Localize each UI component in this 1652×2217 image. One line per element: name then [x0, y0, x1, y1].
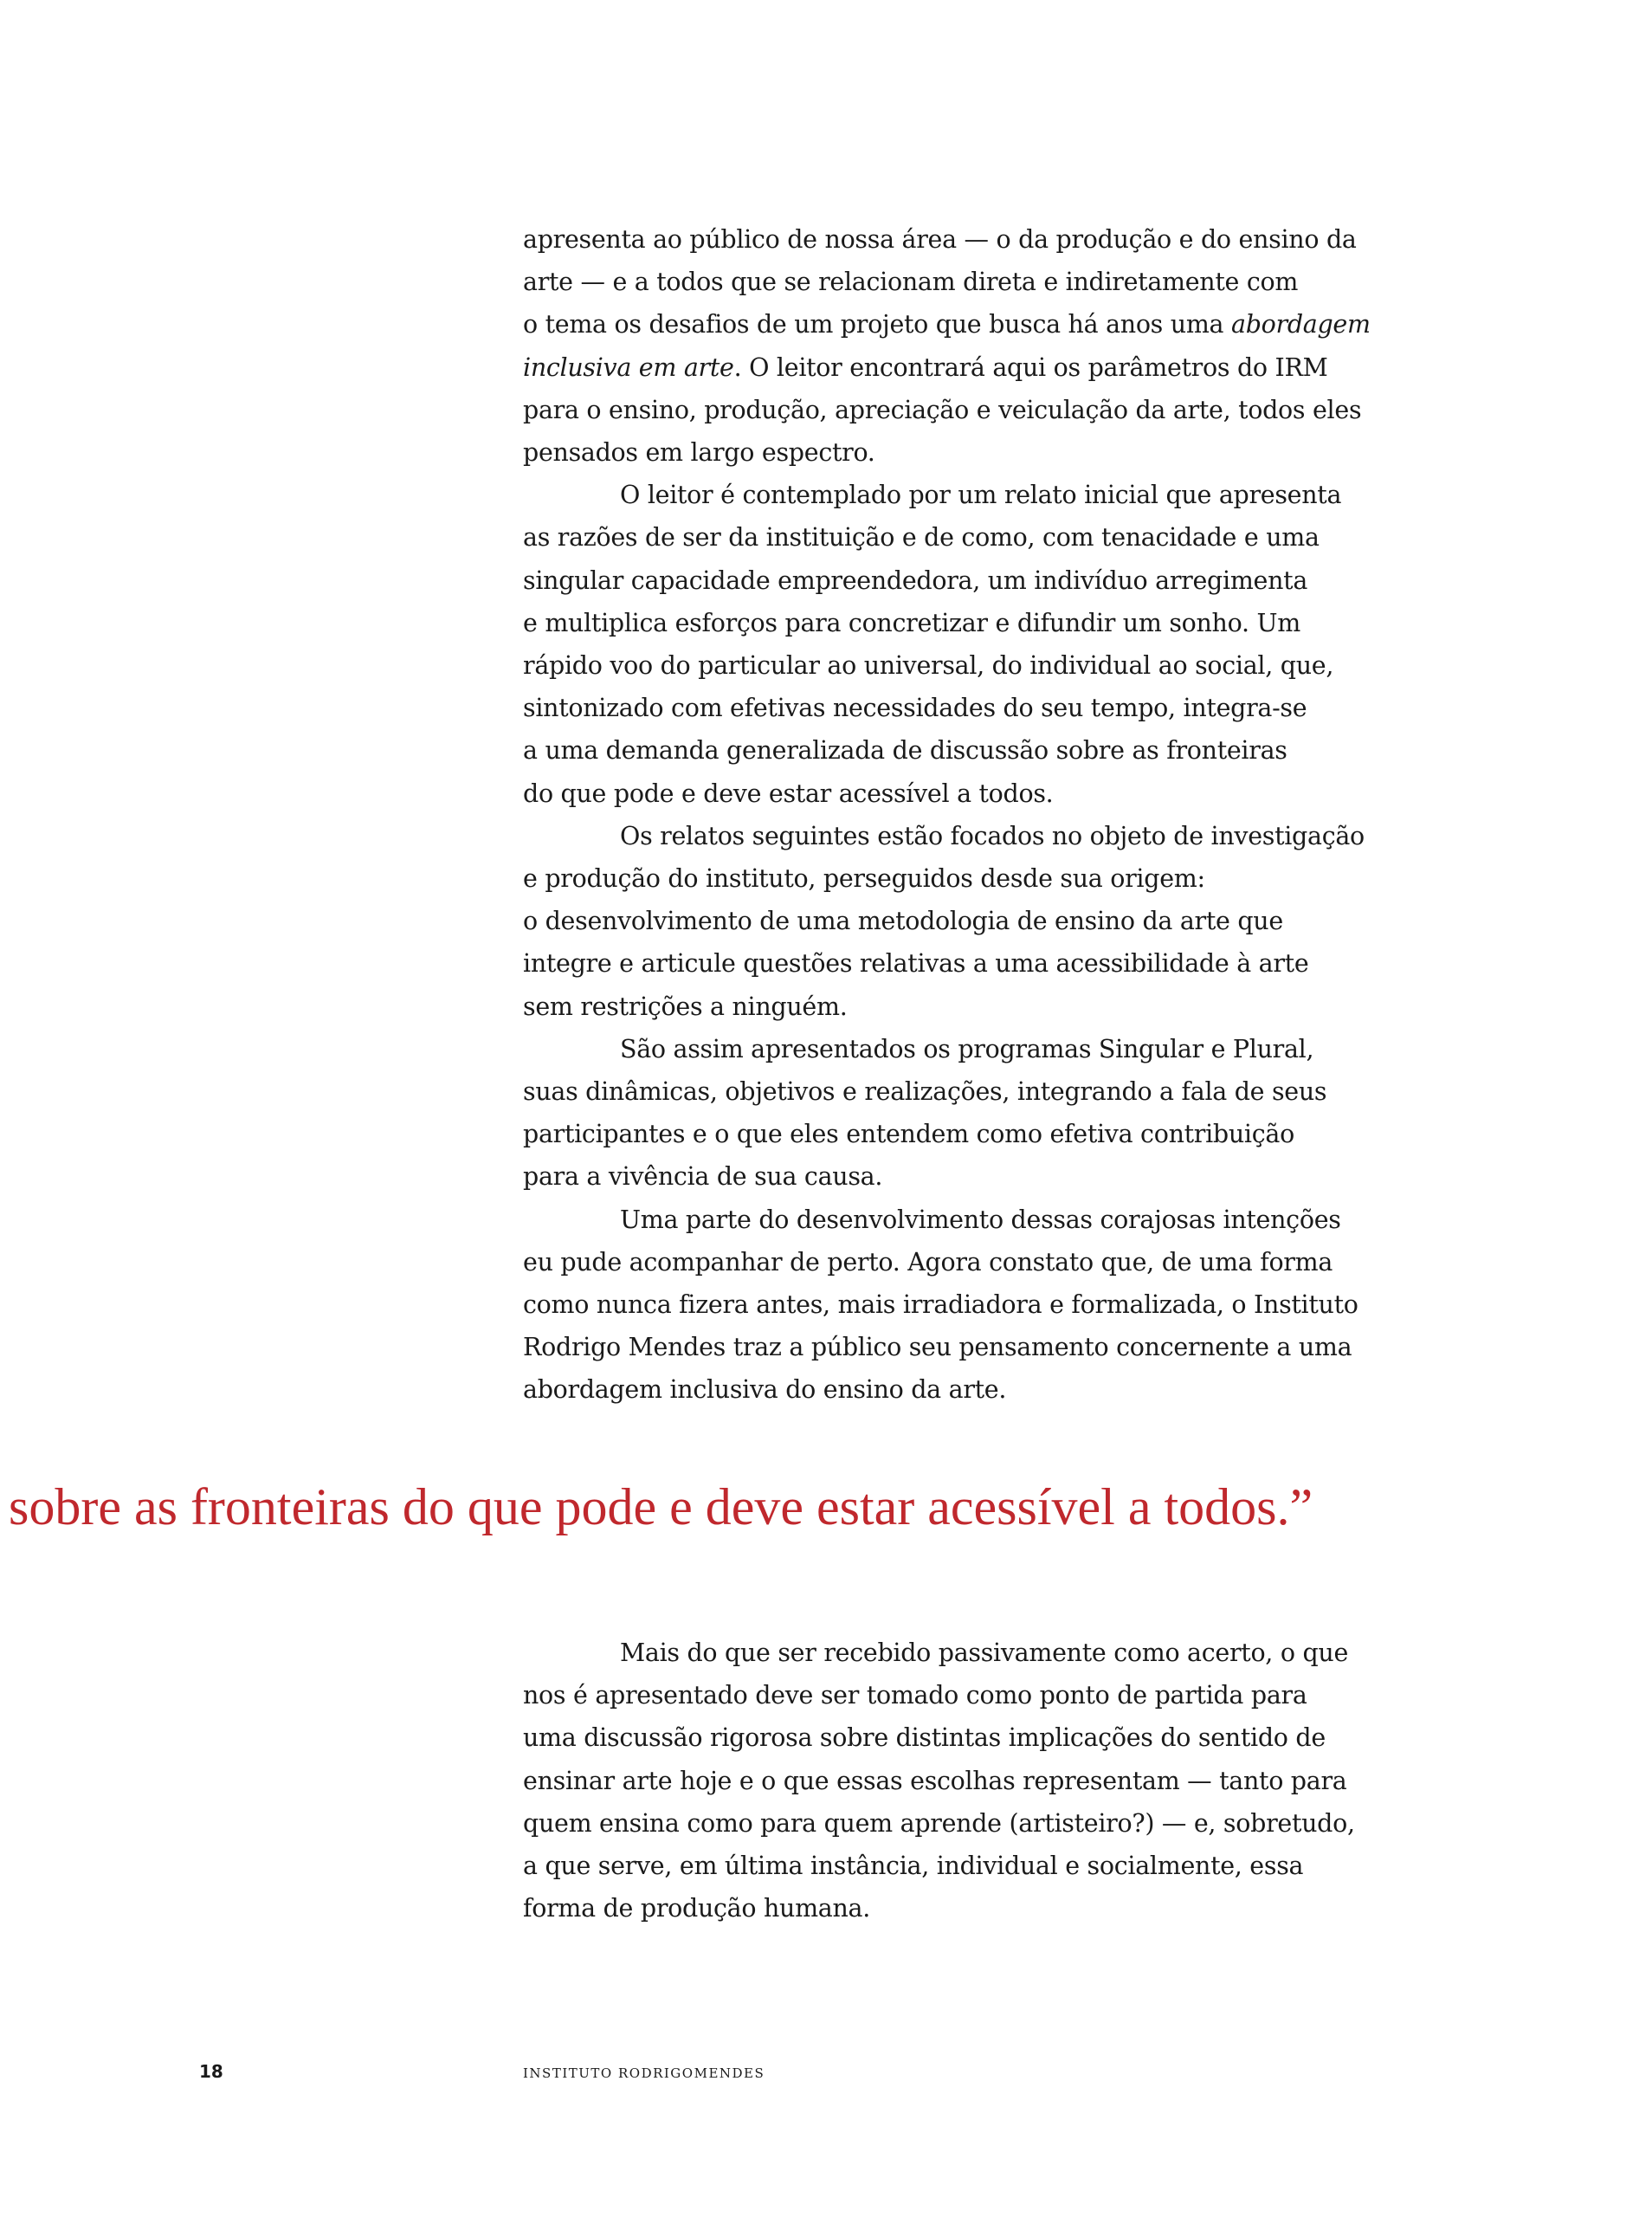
text-line: apresenta ao público de nossa área — o da produção e do ensino da: [523, 225, 1357, 254]
text-run: . O leitor encontrará aqui os parâmetros do IRM: [733, 352, 1328, 382]
text-line: nos é apresentado deve ser tomado como ponto de partida para: [523, 1681, 1307, 1710]
text-line: o desenvolvimento de uma metodologia de ensino da arte que: [523, 907, 1283, 936]
text-line: pensados em largo espectro.: [523, 438, 875, 468]
text-line: integre e articule questões relativas a uma acessibilidade à arte: [523, 949, 1309, 979]
body-text-bottom: [523, 1632, 1423, 1929]
text-line: a que serve, em última instância, individual e socialmente, essa: [523, 1852, 1304, 1881]
text-line: arte — e a todos que se relacionam direta e indiretamente com: [523, 268, 1299, 297]
text-line: Os relatos seguintes estão focados no objeto de investigação: [620, 821, 1365, 850]
text-line: ensinar arte hoje e o que essas escolhas representam — tanto para: [523, 1766, 1347, 1795]
text-line: e produção do instituto, perseguidos desde sua origem:: [523, 864, 1205, 894]
paragraph-4: [523, 1028, 1423, 1199]
text-line: sem restrições a ninguém.: [523, 992, 848, 1021]
text-line: forma de produção humana.: [523, 1894, 871, 1923]
text-line: a uma demanda generalizada de discussão sobre as fronteiras: [523, 736, 1287, 766]
text-line: Rodrigo Mendes traz a público seu pensamento concernente a uma: [523, 1333, 1352, 1362]
text-line: do que pode e deve estar acessível a todos.: [523, 779, 1054, 808]
paragraph-3: [523, 815, 1423, 1028]
text-line: suas dinâmicas, objetivos e realizações, integrando a fala de seus: [523, 1077, 1327, 1107]
paragraph-6: [523, 1632, 1423, 1929]
text-line: para a vivência de sua causa.: [523, 1162, 883, 1192]
text-line: participantes e o que eles entendem como efetiva contribuição: [523, 1120, 1294, 1149]
text-line: eu pude acompanhar de perto. Agora constato que, de uma forma: [523, 1247, 1333, 1277]
page-number: 18: [199, 2061, 223, 2082]
text-run: o tema os desafios de um projeto que busca há anos uma: [523, 310, 1231, 339]
text-line: como nunca fizera antes, mais irradiadora e formalizada, o Instituto: [523, 1290, 1358, 1320]
emphasis-text: inclusiva em arte: [523, 352, 734, 382]
text-line: São assim apresentados os programas Singular e Plural,: [620, 1034, 1314, 1063]
text-line: quem ensina como para quem aprende (artisteiro?) — e, sobretudo,: [523, 1808, 1355, 1838]
text-line: e multiplica esforços para concretizar e difundir um sonho. Um: [523, 608, 1300, 637]
text-line: sintonizado com efetivas necessidades do seu tempo, integra-se: [523, 694, 1307, 723]
text-line: O leitor é contemplado por um relato inicial que apresenta: [620, 481, 1342, 510]
text-line: [523, 303, 1423, 346]
emphasis-text: abordagem: [1231, 310, 1371, 339]
text-line: abordagem inclusiva do ensino da arte.: [523, 1375, 1007, 1405]
text-line: singular capacidade empreendedora, um indivíduo arregimenta: [523, 566, 1308, 595]
running-footer-title: INSTITUTO RODRIGOMENDES: [523, 2065, 765, 2081]
body-text-top: [523, 218, 1423, 1412]
paragraph-5: [523, 1199, 1423, 1412]
paragraph-2: [523, 474, 1423, 815]
text-line: para o ensino, produção, apreciação e veiculação da arte, todos eles: [523, 395, 1362, 424]
text-line: [523, 346, 1423, 389]
text-line: Mais do que ser recebido passivamente como acerto, o que: [620, 1639, 1349, 1667]
text-line: as razões de ser da instituição e de como, com tenacidade e uma: [523, 523, 1320, 553]
text-line: Uma parte do desenvolvimento dessas corajosas intenções: [620, 1205, 1341, 1234]
pull-quote: sobre as fronteiras do que pode e deve estar acessível a todos.”: [9, 1478, 1313, 1535]
paragraph-1: [523, 218, 1423, 474]
text-line: rápido voo do particular ao universal, do individual ao social, que,: [523, 651, 1334, 681]
text-line: uma discussão rigorosa sobre distintas implicações do sentido de: [523, 1723, 1326, 1753]
